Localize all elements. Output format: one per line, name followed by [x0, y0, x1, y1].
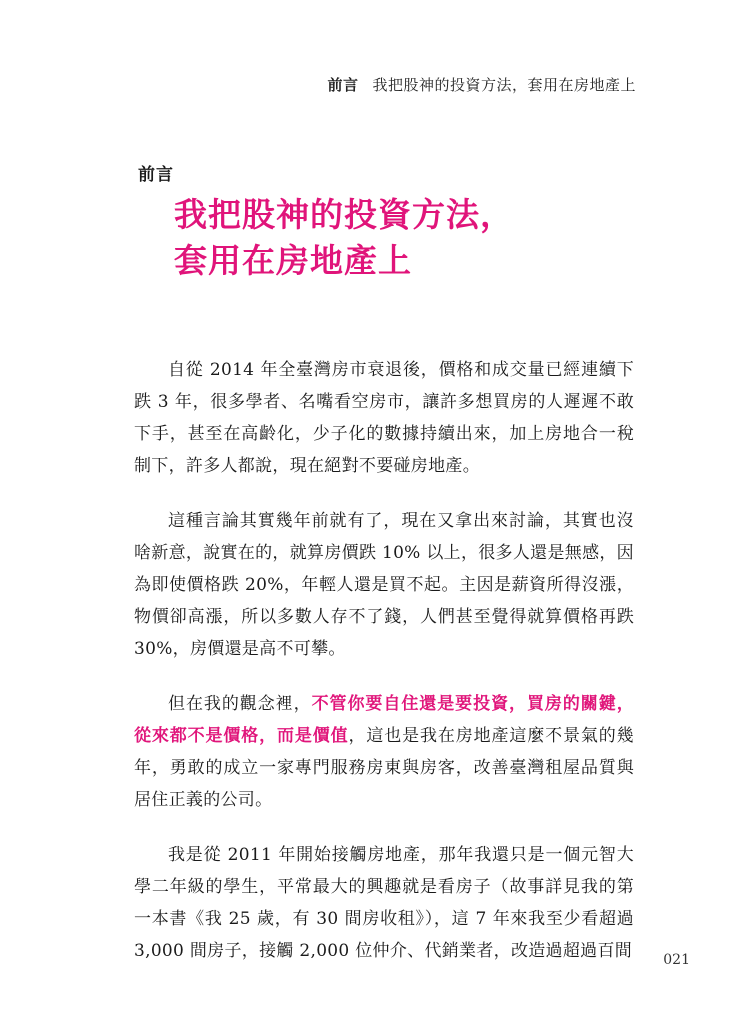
paragraph-3-after: ，這也是我在房地產這麼不景氣的幾年，勇敢的成立一家專門服務房東與房客，改善臺灣租屋品質與居住正義的公司。 [134, 726, 634, 810]
chapter-label: 前言 [138, 165, 174, 185]
paragraph-3-before: 但在我的觀念裡， [168, 694, 312, 714]
paragraph-3-highlight: 不管你要自住還是要投資，買房的關鍵，從來都不是價格，而是價值 [134, 694, 635, 746]
body-text [134, 354, 634, 990]
page-number: 021 [663, 952, 690, 968]
running-header-label: 前言 [327, 76, 359, 94]
chapter-title-line-2: 套用在房地產上 [174, 241, 412, 280]
running-header [327, 74, 636, 95]
paragraph-3 [134, 688, 634, 816]
paragraph-1: 自從 2014 年全臺灣房市衰退後，價格和成交量已經連續下跌 3 年，很多學者、名嘴看空房市，讓許多想買房的人遲遲不敢下手，甚至在高齡化，少子化的數據持續出來，加上房地合一稅制下，許多人都說，現在絕對不要碰房地產。 [134, 360, 634, 476]
chapter-title [174, 192, 514, 284]
chapter-title-line-1: 我把股神的投資方法， [174, 195, 514, 234]
running-header-title: 我把股神的投資方法，套用在房地產上 [372, 76, 636, 94]
paragraph-2: 這種言論其實幾年前就有了，現在又拿出來討論，其實也沒啥新意，說實在的，就算房價跌 10% 以上，很多人還是無感，因為即使價格跌 20%，年輕人還是買不起。主因是薪資所得沒漲，物價卻高漲，所以多數人存不了錢，人們甚至覺得就算價格再跌 30%，房價還是高不可攀。 [134, 511, 634, 659]
paragraph-4: 我是從 2011 年開始接觸房地產，那年我還只是一個元智大學二年級的學生，平常最大的興趣就是看房子（故事詳見我的第一本書《我 25 歲，有 30 間房收租》），這 7 年來我至少看超過 3,000 間房子，接觸 2,000 位仲介、代銷業者，改造過超過百間 [134, 845, 634, 961]
